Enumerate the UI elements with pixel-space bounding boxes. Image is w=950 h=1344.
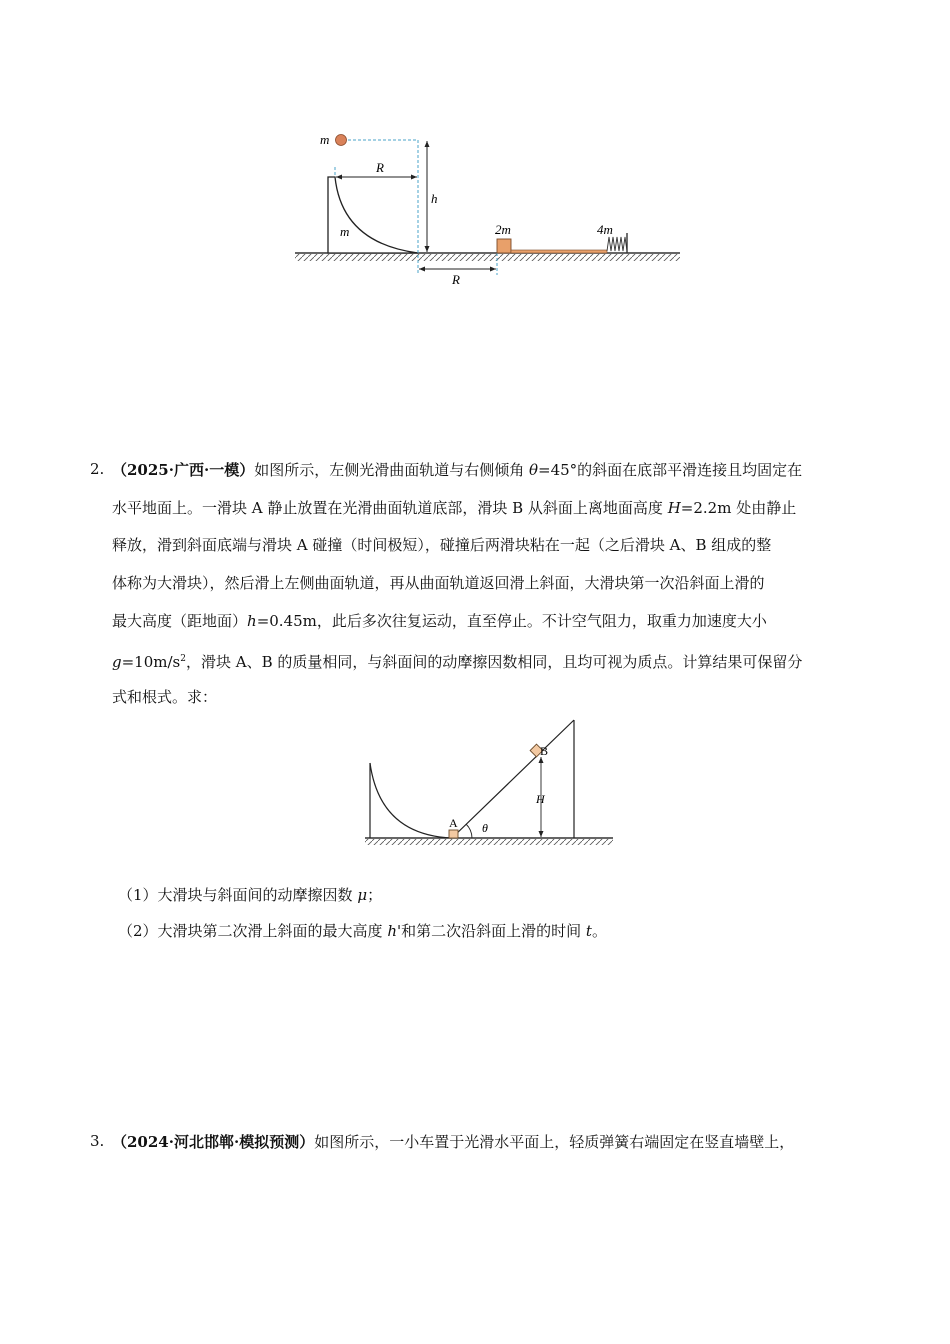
q3-line-1: （2024·河北邯郸·模拟预测）如图所示，一小车置于光滑水平面上，轻质弹簧右端固定在竖直墙壁上， bbox=[112, 1133, 795, 1151]
label-B: B bbox=[540, 744, 549, 758]
ball bbox=[336, 135, 347, 146]
label-m-track: m bbox=[340, 224, 350, 239]
curved-track bbox=[328, 177, 418, 253]
label-2m: 2m bbox=[495, 222, 511, 237]
q2-line-4: 体称为大滑块），然后滑上左侧曲面轨道，再从曲面轨道返回滑上斜面，大滑块第一次沿斜面上滑的 bbox=[112, 574, 765, 592]
q2-source: （2025·广西·一模） bbox=[112, 461, 255, 479]
label-R-bottom: R bbox=[452, 272, 460, 287]
label-4m: 4m bbox=[597, 222, 613, 237]
figure-1-diagram bbox=[290, 125, 685, 290]
incline bbox=[452, 720, 574, 838]
figure-2-diagram bbox=[360, 715, 620, 850]
q2-line-3: 释放，滑到斜面底端与滑块 A 碰撞（时间极短），碰撞后两滑块粘在一起（之后滑块 A、B 组成的整 bbox=[112, 536, 772, 554]
label-H: H bbox=[536, 792, 545, 806]
q2-subquestion-2: （2）大滑块第二次滑上斜面的最大高度 h'和第二次沿斜面上滑的时间 t。 bbox=[118, 922, 607, 940]
label-A: A bbox=[449, 816, 458, 830]
spring bbox=[607, 237, 627, 251]
plank-4m bbox=[511, 250, 607, 253]
label-R-top: R bbox=[376, 160, 384, 175]
label-m-ball: m bbox=[320, 132, 330, 147]
ground-hatch-2 bbox=[365, 839, 613, 845]
q2-line-2: 水平地面上。一滑块 A 静止放置在光滑曲面轨道底部，滑块 B 从斜面上离地面高度 H=2.2m 处由静止 bbox=[112, 499, 797, 517]
ground-hatch bbox=[295, 254, 680, 261]
q2-line-7: 式和根式。求： bbox=[112, 688, 218, 706]
q2-line-6: $g=10m/s^2$，滑块 A、B 的质量相同，与斜面间的动摩擦因数相同，且均可视为质点。计算结果可保留分 bbox=[112, 653, 803, 671]
block-2m bbox=[497, 239, 511, 253]
q2-line-1: （2025·广西·一模）如图所示，左侧光滑曲面轨道与右侧倾角 θ=45°的斜面在底部平滑连接且均固定在 bbox=[112, 461, 803, 479]
curved-track-2 bbox=[370, 763, 452, 838]
label-h: h bbox=[431, 191, 438, 206]
question-3-number: 3. bbox=[90, 1132, 105, 1150]
q2-line-5: 最大高度（距地面）h=0.45m，此后多次往复运动，直至停止。不计空气阻力，取重力加速度大小 bbox=[112, 612, 767, 630]
block-A bbox=[449, 830, 458, 838]
label-theta: θ bbox=[482, 821, 488, 835]
question-2-number: 2. bbox=[90, 460, 105, 478]
q2-subquestion-1: （1）大滑块与斜面间的动摩擦因数 μ； bbox=[118, 886, 383, 904]
q3-source: （2024·河北邯郸·模拟预测） bbox=[112, 1133, 315, 1151]
